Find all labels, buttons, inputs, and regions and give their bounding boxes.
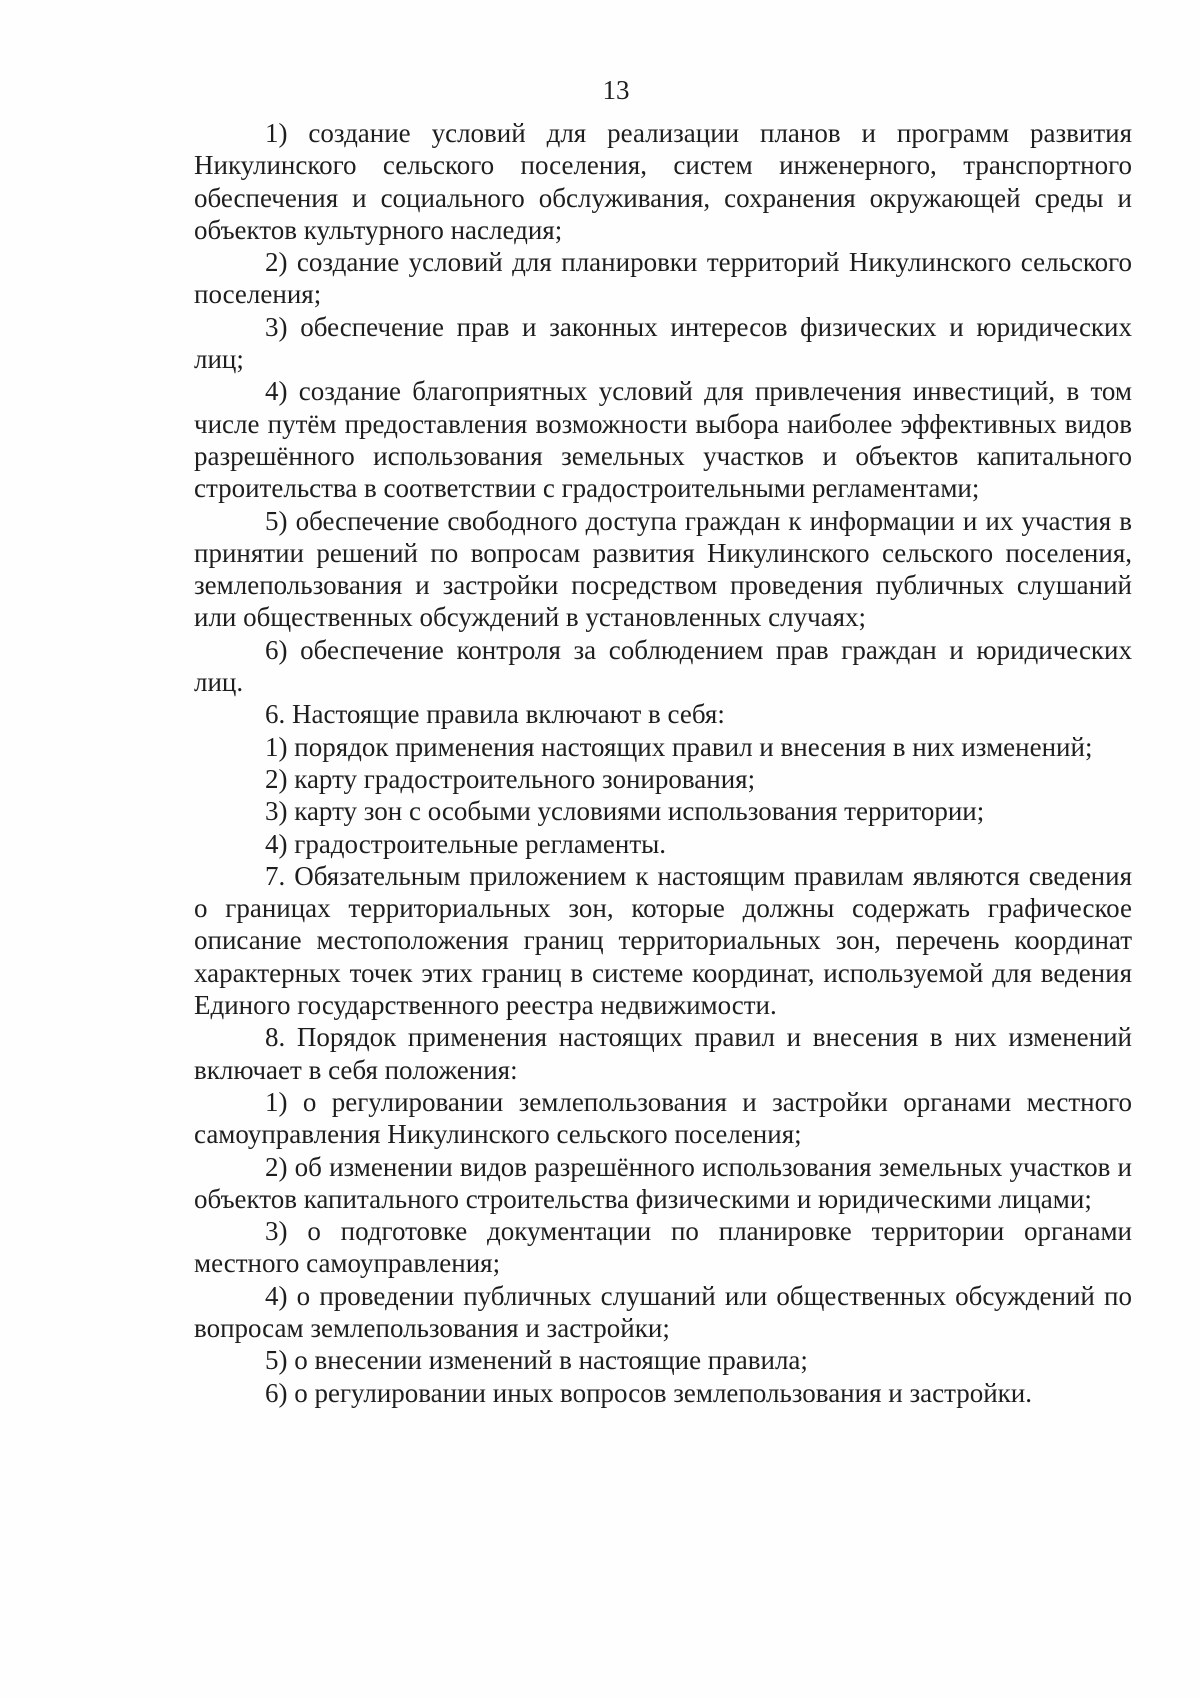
paragraph: 3) карту зон с особыми условиями использования территории; — [265, 796, 985, 827]
paragraph: 5) обеспечение свободного доступа граждан к информации и их участия в принятии решений по вопросам развития Никулинского сельского поселения, землепользования и застройки посредством проведения публичных слушаний или общественных обсуждений в установленных случаях; — [194, 505, 1132, 633]
paragraph: 1) создание условий для реализации планов и программ развития Никулинского сельского поселения, систем инженерного, транспортного обеспечения и социального обслуживания, сохранения окружающей среды и объектов культурного наследия; — [194, 118, 1132, 245]
paragraph: 6) обеспечение контроля за соблюдением прав граждан и юридических лиц. — [194, 634, 1132, 698]
paragraph: 8. Порядок применения настоящих правил и внесения в них изменений включает в себя положения: — [194, 1022, 1132, 1085]
paragraph: 4) градостроительные регламенты. — [265, 828, 667, 859]
paragraph: 2) создание условий для планировки территорий Никулинского сельского поселения; — [194, 247, 1132, 310]
paragraph: 3) о подготовке документации по планировке территории органами местного самоуправления; — [194, 1216, 1132, 1279]
page-number: 13 — [602, 75, 630, 105]
paragraph: 1) о регулировании землепользования и застройки органами местного самоуправления Никулинского сельского поселения; — [194, 1086, 1132, 1150]
document-body — [194, 117, 1132, 1409]
paragraph: 4) о проведении публичных слушаний или общественных обсуждений по вопросам землепользования и застройки; — [194, 1280, 1132, 1343]
paragraph: 6. Настоящие правила включают в себя: — [265, 699, 725, 730]
paragraph: 6) о регулировании иных вопросов землепользования и застройки. — [265, 1377, 1032, 1408]
paragraph: 1) порядок применения настоящих правил и внесения в них изменений; — [265, 731, 1093, 762]
paragraph: 3) обеспечение прав и законных интересов физических и юридических лиц; — [194, 311, 1132, 375]
paragraph: 5) о внесении изменений в настоящие правила; — [265, 1345, 808, 1376]
paragraph: 2) об изменении видов разрешённого использования земельных участков и объектов капитального строительства физическими и юридическими лицами; — [194, 1151, 1132, 1214]
paragraph: 4) создание благоприятных условий для привлечения инвестиций, в том числе путём предоставления возможности выбора наиболее эффективных видов разрешённого использования земельных участков и объектов капитального строительства в соответствии с градостроительными регламентами; — [194, 376, 1132, 504]
paragraph: 7. Обязательным приложением к настоящим правилам являются сведения о границах территориальных зон, которые должны содержать графическое описание местоположения границ территориальных зон, перечень координат характерных точек этих границ в системе координат, используемой для ведения Единого государственного реестра недвижимости. — [194, 860, 1132, 1021]
paragraph: 2) карту градостроительного зонирования; — [265, 763, 756, 794]
